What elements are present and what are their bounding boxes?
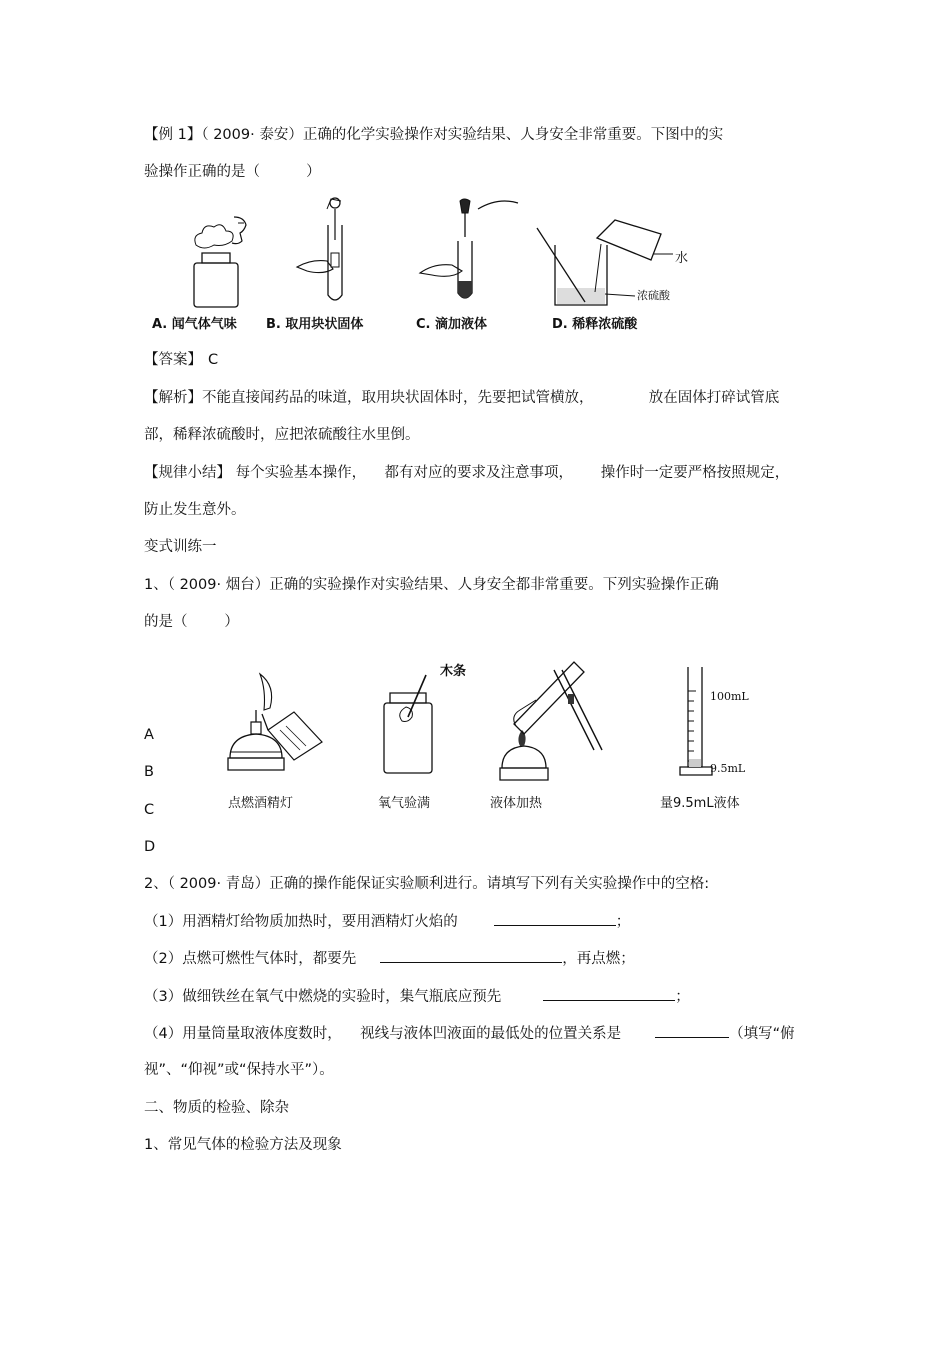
q2-item-1-after: ； <box>615 914 631 930</box>
analysis-line1: 【解析】不能直接闻药品的味道，取用块状固体时，先要把试管横放， 放在固体打碎试管底 <box>144 390 780 406</box>
section2-heading: 二、物质的检验、除杂 <box>144 1100 289 1116</box>
q2-item-4-after: （填写“俯 <box>729 1026 795 1042</box>
figure-light-lamp <box>224 670 334 782</box>
label-9-5ml: 9.5mL <box>710 762 746 775</box>
q1-line2: 的是（ ） <box>144 614 239 630</box>
q2-item-2-text: （2）点燃可燃性气体时，都要先 <box>144 951 357 967</box>
answer-label: 【答案】 <box>144 352 202 368</box>
q1-caption-oxygen: 氧气验满 <box>378 796 431 811</box>
analysis-line2: 部，稀释浓硫酸时，应把浓硫酸往水里倒。 <box>144 427 420 443</box>
q2-blank-2[interactable] <box>380 948 562 963</box>
figure-oxygen-test <box>380 665 460 777</box>
q2-item-3-text: （3）做细铁丝在氧气中燃烧的实验时，集气瓶底应预先 <box>144 989 502 1005</box>
figure-take-solid <box>295 195 365 310</box>
summary-line1: 【规律小结】 每个实验基本操作， 都有对应的要求及注意事项， 操作时一定要严格按照规定， <box>144 465 790 481</box>
caption-b: B. 取用块状固体 <box>266 317 364 332</box>
figure-smell-gas <box>186 205 266 310</box>
section2-sub1: 1、常见气体的检验方法及现象 <box>144 1137 342 1153</box>
answer-line <box>144 350 218 370</box>
figure-drip-liquid <box>418 195 523 310</box>
label-water: 水 <box>675 251 689 266</box>
summary-line2: 防止发生意外。 <box>144 502 246 518</box>
q2-item-4 <box>144 1023 795 1044</box>
example1-line2: 验操作正确的是（ ） <box>144 164 321 180</box>
figure-dilute-acid <box>535 210 695 310</box>
example1-line1: 【例 1】（ 2009· 泰安）正确的化学实验操作对实验结果、人身安全非常重要。下图中的实 <box>144 127 724 143</box>
q1-line1: 1、（ 2009· 烟台）正确的实验操作对实验结果、人身安全都非常重要。下列实验操作正确 <box>144 577 719 593</box>
practice-heading: 变式训练一 <box>144 539 217 555</box>
q2-line-last: 视”、“仰视”或“保持水平”）。 <box>144 1062 334 1078</box>
q2-item-1-text: （1）用酒精灯给物质加热时，要用酒精灯火焰的 <box>144 914 458 930</box>
q2-item-3-after: ； <box>675 989 690 1005</box>
label-wood-stick: 木条 <box>440 664 467 679</box>
q2-blank-3[interactable] <box>543 986 675 1001</box>
label-100ml: 100mL <box>710 690 749 703</box>
q1-caption-cylinder: 量9.5mL液体 <box>660 796 740 811</box>
q1-option-a: A <box>144 727 154 743</box>
q2-item-4-text: （4）用量筒量取液体度数时， 视线与液体凹液面的最低处的位置关系是 <box>144 1026 622 1042</box>
q2-item-2-after: ，再点燃； <box>562 951 635 967</box>
caption-c: C. 滴加液体 <box>416 317 488 332</box>
q2-blank-1[interactable] <box>494 911 616 926</box>
q2-blank-4[interactable] <box>655 1023 729 1038</box>
caption-d: D. 稀释浓硫酸 <box>552 317 638 332</box>
q1-option-c: C <box>144 802 155 818</box>
label-conc-acid: 浓硫酸 <box>637 289 670 302</box>
answer-value: C <box>208 352 219 368</box>
q2-item-3 <box>144 986 690 1007</box>
q2-line1: 2、（ 2009· 青岛）正确的操作能保证实验顺利进行。请填写下列有关实验操作中的空格: <box>144 876 710 892</box>
q1-option-d: D <box>144 839 156 855</box>
figure-heat-liquid <box>494 660 614 785</box>
q1-option-b: B <box>144 764 154 780</box>
q1-caption-heat: 液体加热 <box>490 796 543 811</box>
caption-a: A. 闻气体气味 <box>152 317 237 332</box>
q1-caption-lamp: 点燃酒精灯 <box>228 796 294 811</box>
q2-item-1 <box>144 911 630 932</box>
q2-item-2 <box>144 948 635 969</box>
